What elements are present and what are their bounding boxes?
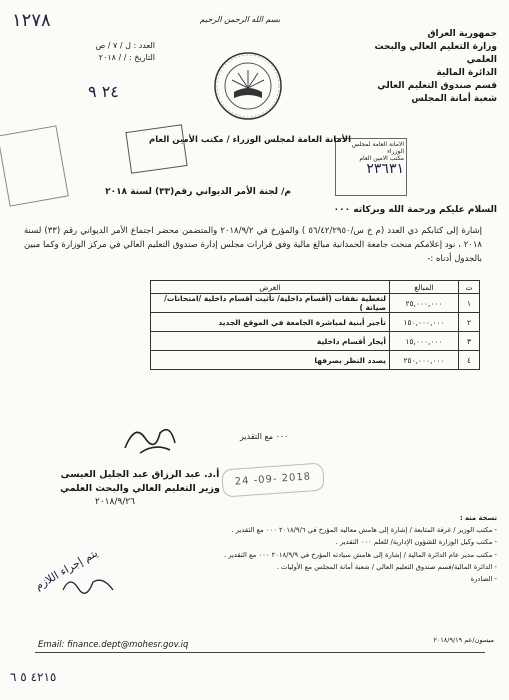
header-line: الدائرة المالية <box>436 68 497 78</box>
row-purpose: أيجار أقسام داخلية <box>151 332 390 351</box>
number-label: العدد : ل / ٧ / ص <box>95 41 155 50</box>
signatory-title: وزير التعليم العالي والبحث العلمي <box>60 483 220 494</box>
copies-item: - مكتب مدير عام الدائرة المالية / إشارة إلى هامش سيادته المؤرخ في ٢٠١٨/٩/٩ ٠٠٠ مع التقدير . <box>223 550 497 559</box>
table-row <box>151 294 480 313</box>
row-number: ٣ <box>459 332 480 351</box>
typist-reference: ميسون/عم ٢٠١٨/٩/١٩ <box>433 636 494 644</box>
row-amount: ١٥٠,٠٠٠,٠٠٠ <box>390 313 459 332</box>
table-row <box>151 351 480 370</box>
copies-item: - مكتب الوزير / غرفة المتابعة / إشارة إلى هامش معاليه المؤرخ في ٢٠١٨/٩/٦ ٠٠٠ مع التقدير . <box>231 526 497 535</box>
stamp-number: ٢٣٦٣١ <box>366 161 404 177</box>
date-stamp-text: 24 -09- 2018 <box>234 471 312 488</box>
recipient: الأمانة العامة لمجلس الوزراء / مكتب الأمين العام <box>149 135 351 145</box>
handwritten-footer: ٤٢١٥ ٥ ٦ <box>10 670 57 684</box>
footer-email[interactable]: Email: finance.dept@mohesr.gov.iq <box>38 640 189 650</box>
copies-item: - الصادرة <box>470 575 497 584</box>
header-line: جمهورية العراق <box>427 29 497 39</box>
basmala: بسم الله الرحمن الرحيم <box>199 15 281 24</box>
closing-note: ٠٠٠ مع التقدير <box>240 432 289 441</box>
copies-item: - مكتب وكيل الوزارة للشؤون الإدارية/ للعلم ٠٠٠ التقدير . <box>335 538 497 547</box>
row-number: ٤ <box>459 351 480 370</box>
stamp-line: مكتب الامين العام <box>359 155 404 162</box>
body-paragraph: إشارة إلى كتابكم ذي العدد (م خ س/٥٦/٤٢/٢٩٥٠ ) والمؤرخ في ٢٠١٨/٩/٢ والمتضمن محضر اجتماع الأمر الديواني رقم (٣٣) لسنة ٢٠١٨ ، نود إعلامكم منحت جامعة الحمدانية مبالغ مالية وفق قرارات مجلس إدارة صندوق التعليم العالي في مركز الوزارة وكما مبين بالجدول أدناه :- <box>24 226 482 264</box>
copies-item: - الدائرة المالية/قسم صندوق التعليم العالي / شعبة أمانة المجلس مع الأوليات . <box>276 562 497 571</box>
ministry-header <box>347 28 497 106</box>
row-number: ١ <box>459 294 480 313</box>
handwritten-note: يتم إجراء اللازم <box>32 546 100 593</box>
column-header: ت <box>459 281 480 294</box>
copies-title: نسخة منه : <box>459 514 497 522</box>
date-label: التاريخ : / / ٢٠١٨ <box>98 53 155 62</box>
header-line: وزارة التعليم العالي والبحث العلمي <box>374 42 497 65</box>
signatory-block <box>40 468 240 496</box>
table-row <box>151 313 480 332</box>
allocations-table <box>150 280 480 370</box>
faded-stamp <box>0 125 69 206</box>
row-purpose: يصدد النظر بصرفها <box>151 351 390 370</box>
row-amount: ٢٥,٠٠٠,٠٠٠ <box>390 294 459 313</box>
greeting: السلام عليكم ورحمة الله وبركاته ٠٠٠ <box>333 205 497 215</box>
row-amount: ١٥,٠٠٠,٠٠٠ <box>390 332 459 351</box>
signatory-name: أ.د. عبد الرزاق عبد الجليل العيسى <box>60 469 220 480</box>
box-stamp <box>125 124 187 174</box>
copies-list <box>197 512 497 585</box>
signature-date: ٢٠١٨/٩/٢٦ <box>95 497 135 507</box>
handwritten-date: ٢٤ ٩ <box>88 82 119 101</box>
reference-block <box>70 40 155 64</box>
subject: م/ لجنة الأمر الديواني رقم(٣٣) لسنة ٢٠١٨ <box>105 187 291 197</box>
stamp-line: الامانة العامة لمجلس الوزراء <box>351 141 404 155</box>
table-header-row <box>151 281 480 294</box>
table-row <box>151 332 480 351</box>
row-number: ٢ <box>459 313 480 332</box>
column-header: المبالغ <box>390 281 459 294</box>
column-header: الغرض <box>151 281 390 294</box>
header-line: شعبة أمانة المجلس <box>411 94 497 104</box>
received-stamp <box>335 138 407 196</box>
signature-icon <box>120 418 180 458</box>
footer-divider <box>35 652 485 653</box>
row-purpose: تأجير أبنية لمباشرة الجامعة في الموقع الجديد <box>151 313 390 332</box>
row-amount: ٢٥٠,٠٠٠,٠٠٠ <box>390 351 459 370</box>
header-line: قسم صندوق التعليم العالي <box>377 81 497 91</box>
ministry-logo-icon <box>208 48 288 128</box>
initials-icon <box>58 570 118 600</box>
row-purpose: لتغطية نفقات (أقسام داخلية/ تأثيث أقسام داخلية /امتحانات/صيانة ) <box>151 294 390 313</box>
handwritten-number: ١٢٧٨ <box>12 10 51 31</box>
